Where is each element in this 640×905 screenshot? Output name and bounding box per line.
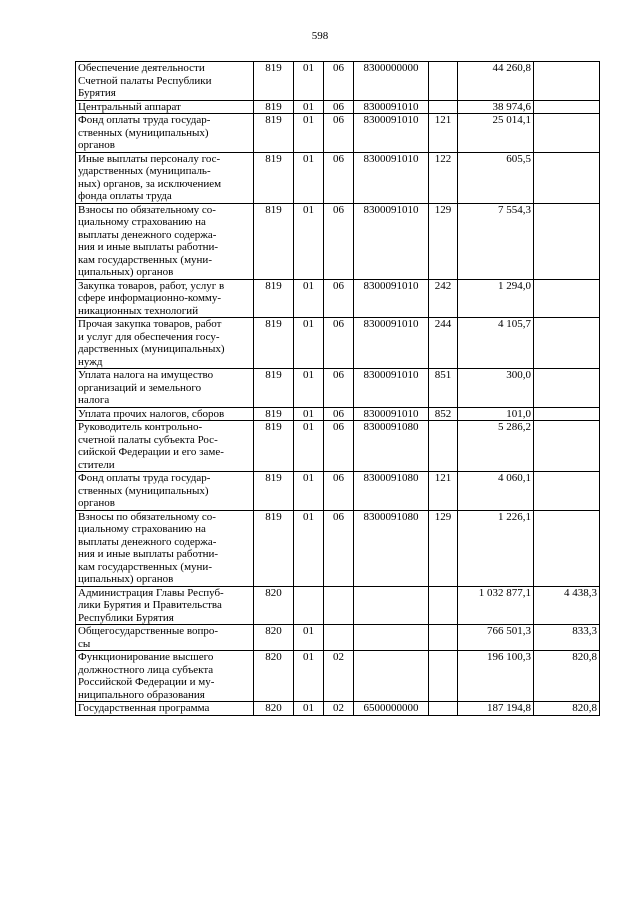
expense-type-code: 129 [429,203,458,279]
amount-subvention [534,62,600,101]
amount-subvention [534,472,600,511]
target-article-code: 8300091010 [354,152,429,203]
subsection-code: 06 [324,510,354,586]
expense-type-code: 242 [429,279,458,318]
ministry-code: 819 [254,510,294,586]
amount-subvention [534,203,600,279]
amount-total: 1 032 877,1 [458,586,534,625]
subsection-code: 02 [324,702,354,716]
target-article-code: 8300091080 [354,472,429,511]
row-description: Обеспечение деятельности Счетной палаты Республики Бурятия [76,62,254,101]
amount-total: 196 100,3 [458,651,534,702]
section-code: 01 [294,279,324,318]
amount-subvention: 820,8 [534,651,600,702]
expense-type-code [429,625,458,651]
section-code: 01 [294,369,324,408]
subsection-code [324,625,354,651]
target-article-code: 6500000000 [354,702,429,716]
amount-total: 4 060,1 [458,472,534,511]
ministry-code: 819 [254,114,294,153]
amount-subvention [534,510,600,586]
table-row [76,279,600,318]
subsection-code: 06 [324,472,354,511]
row-description: Фонд оплаты труда государ- ственных (муниципальных) органов [76,114,254,153]
expense-type-code: 121 [429,114,458,153]
target-article-code [354,586,429,625]
subsection-code: 06 [324,62,354,101]
section-code: 01 [294,421,324,472]
ministry-code: 819 [254,369,294,408]
table-row [76,203,600,279]
target-article-code: 8300091010 [354,407,429,421]
table-row [76,100,600,114]
table-row [76,702,600,716]
expense-type-code [429,421,458,472]
row-description: Фонд оплаты труда государ- ственных (муниципальных) органов [76,472,254,511]
ministry-code: 819 [254,318,294,369]
ministry-code: 820 [254,702,294,716]
subsection-code: 06 [324,407,354,421]
section-code: 01 [294,702,324,716]
amount-subvention: 820,8 [534,702,600,716]
row-description: Функционирование высшего должностного лица субъекта Российской Федерации и му- ниципального образования [76,651,254,702]
section-code: 01 [294,152,324,203]
amount-total: 4 105,7 [458,318,534,369]
expense-type-code: 851 [429,369,458,408]
amount-total: 766 501,3 [458,625,534,651]
ministry-code: 820 [254,586,294,625]
target-article-code [354,651,429,702]
table-row [76,586,600,625]
section-code: 01 [294,407,324,421]
expense-type-code [429,702,458,716]
section-code: 01 [294,318,324,369]
ministry-code: 819 [254,421,294,472]
row-description: Администрация Главы Респуб- лики Бурятия и Правительства Республики Бурятия [76,586,254,625]
section-code [294,586,324,625]
table-row [76,407,600,421]
target-article-code: 8300091010 [354,318,429,369]
ministry-code: 819 [254,407,294,421]
row-description: Иные выплаты персоналу гос- ударственных (муниципаль- ных) органов, за исключением фонда оплаты труда [76,152,254,203]
amount-total: 101,0 [458,407,534,421]
row-description: Уплата налога на имущество организаций и земельного налога [76,369,254,408]
row-description: Уплата прочих налогов, сборов [76,407,254,421]
expense-type-code: 129 [429,510,458,586]
subsection-code: 06 [324,203,354,279]
amount-subvention [534,279,600,318]
table-row [76,421,600,472]
subsection-code: 06 [324,100,354,114]
target-article-code: 8300091010 [354,203,429,279]
row-description: Закупка товаров, работ, услуг в сфере информационно-комму- никационных технологий [76,279,254,318]
row-description: Государственная программа [76,702,254,716]
table-row [76,62,600,101]
amount-total: 605,5 [458,152,534,203]
amount-total: 44 260,8 [458,62,534,101]
ministry-code: 819 [254,152,294,203]
section-code: 01 [294,510,324,586]
subsection-code: 06 [324,152,354,203]
subsection-code: 06 [324,369,354,408]
expense-type-code [429,100,458,114]
table-row [76,472,600,511]
amount-subvention [534,152,600,203]
amount-total: 38 974,6 [458,100,534,114]
subsection-code: 06 [324,318,354,369]
expense-type-code [429,586,458,625]
ministry-code: 819 [254,279,294,318]
page-number: 598 [311,30,329,42]
table-body [76,62,600,716]
amount-total: 187 194,8 [458,702,534,716]
expense-type-code [429,651,458,702]
table-row [76,318,600,369]
row-description: Руководитель контрольно- счетной палаты субъекта Рос- сийской Федерации и его заме- стители [76,421,254,472]
expense-type-code: 122 [429,152,458,203]
ministry-code: 819 [254,203,294,279]
subsection-code [324,586,354,625]
table-row [76,114,600,153]
table-row [76,510,600,586]
target-article-code: 8300091080 [354,421,429,472]
section-code: 01 [294,100,324,114]
subsection-code: 06 [324,279,354,318]
amount-subvention: 833,3 [534,625,600,651]
subsection-code: 06 [324,114,354,153]
amount-total: 300,0 [458,369,534,408]
section-code: 01 [294,472,324,511]
section-code: 01 [294,625,324,651]
target-article-code: 8300091010 [354,100,429,114]
amount-subvention [534,369,600,408]
row-description: Центральный аппарат [76,100,254,114]
table-row [76,625,600,651]
amount-total: 7 554,3 [458,203,534,279]
target-article-code: 8300091080 [354,510,429,586]
table-row [76,651,600,702]
ministry-code: 819 [254,62,294,101]
section-code: 01 [294,62,324,101]
target-article-code: 8300091010 [354,369,429,408]
row-description: Общегосударственные вопро- сы [76,625,254,651]
row-description: Взносы по обязательному со- циальному страхованию на выплаты денежного содержа- ния и иные выплаты работни- кам государственных (муни- ципальных) органов [76,510,254,586]
expense-type-code: 121 [429,472,458,511]
amount-total: 25 014,1 [458,114,534,153]
subsection-code: 06 [324,421,354,472]
amount-total: 1 294,0 [458,279,534,318]
target-article-code: 8300000000 [354,62,429,101]
amount-subvention: 4 438,3 [534,586,600,625]
expense-type-code [429,62,458,101]
target-article-code: 8300091010 [354,279,429,318]
row-description: Прочая закупка товаров, работ и услуг для обеспечения госу- дарственных (муниципальных) нужд [76,318,254,369]
amount-subvention [534,407,600,421]
ministry-code: 819 [254,100,294,114]
amount-subvention [534,318,600,369]
table-row [76,369,600,408]
section-code: 01 [294,651,324,702]
expense-type-code: 244 [429,318,458,369]
expense-type-code: 852 [429,407,458,421]
target-article-code [354,625,429,651]
target-article-code: 8300091010 [354,114,429,153]
section-code: 01 [294,114,324,153]
ministry-code: 820 [254,651,294,702]
amount-subvention [534,100,600,114]
table-row [76,152,600,203]
subsection-code: 02 [324,651,354,702]
amount-subvention [534,114,600,153]
ministry-code: 820 [254,625,294,651]
amount-total: 5 286,2 [458,421,534,472]
budget-table [75,61,600,716]
section-code: 01 [294,203,324,279]
amount-total: 1 226,1 [458,510,534,586]
amount-subvention [534,421,600,472]
row-description: Взносы по обязательному со- циальному страхованию на выплаты денежного содержа- ния и иные выплаты работни- кам государственных (муни- ципальных) органов [76,203,254,279]
ministry-code: 819 [254,472,294,511]
